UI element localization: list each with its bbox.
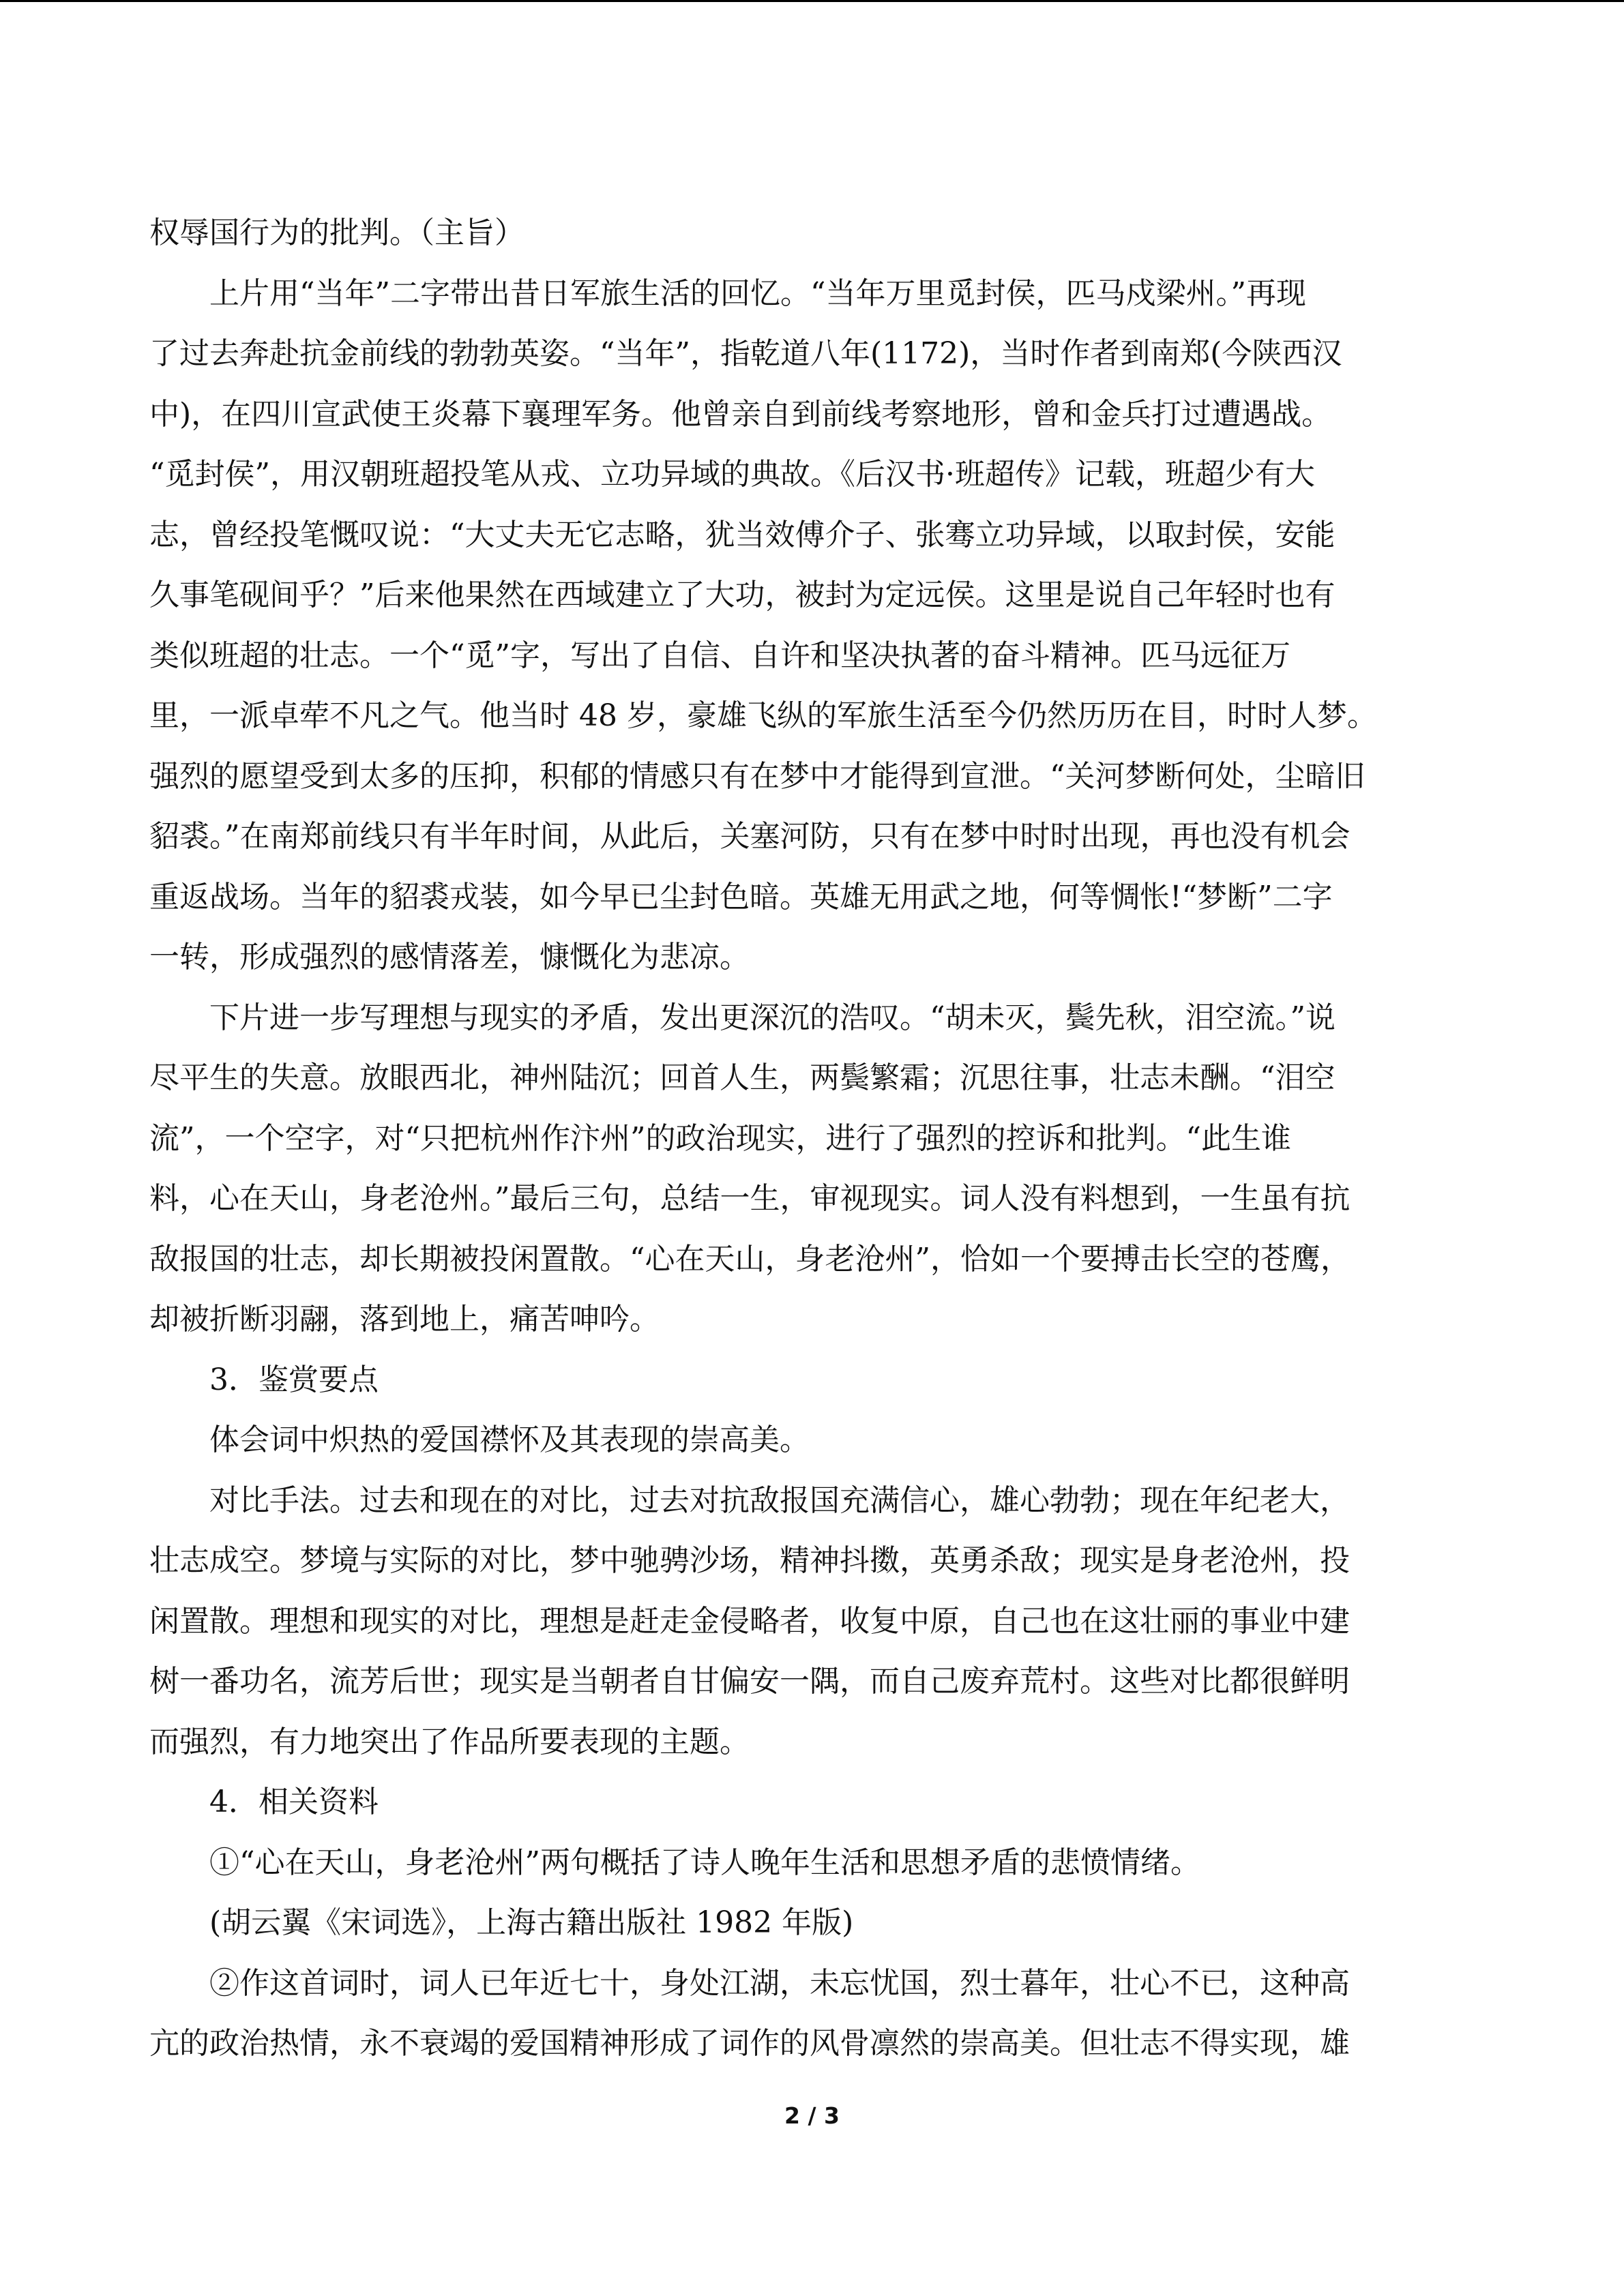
top-border-line <box>0 0 1624 2</box>
text-line: 里，一派卓荦不凡之气。他当时 48 岁，豪雄飞纵的军旅生活至今仍然历历在目，时时人梦。 <box>149 698 1377 733</box>
text-line: 却被折断羽翮，落到地上，痛苦呻吟。 <box>149 1302 660 1337</box>
text-line: 下片进一步写理想与现实的矛盾，发出更深沉的浩叹。“胡未灭，鬓先秋，泪空流。”说 <box>209 1000 1335 1035</box>
page-number: 2 / 3 <box>784 2102 840 2129</box>
section-heading: 4．相关资料 <box>209 1785 379 1819</box>
text-line: 对比手法。过去和现在的对比，过去对抗敌报国充满信心，雄心勃勃；现在年纪老大， <box>209 1482 1350 1518</box>
text-line: 权辱国行为的批判。（主旨） <box>149 215 525 250</box>
text-line: 壮志成空。梦境与实际的对比，梦中驰骋沙场，精神抖擞，英勇杀敌；现实是身老沧州，投 <box>149 1543 1350 1578</box>
text-line: 流”，一个空字，对“只把杭州作汴州”的政治现实，进行了强烈的控诉和批判。“此生谁 <box>149 1120 1291 1156</box>
text-line: 体会词中炽热的爱国襟怀及其表现的崇高美。 <box>209 1422 810 1457</box>
text-line: ②作这首词时，词人已年近七十，身处江湖，未忘忧国，烈士暮年，壮心不已，这种高 <box>209 1965 1350 2001</box>
text-line: 强烈的愿望受到太多的压抑，积郁的情感只有在梦中才能得到宣泄。“关河梦断何处，尘暗旧 <box>149 758 1365 794</box>
text-line: “觅封侯”，用汉朝班超投笔从戎、立功异域的典故。《后汉书·班超传》记载，班超少有大 <box>149 457 1315 492</box>
document-body <box>149 203 1476 2074</box>
text-line: ①“心在天山，身老沧州”两句概括了诗人晚年生活和思想矛盾的悲愤情绪。 <box>209 1845 1200 1880</box>
text-line: 上片用“当年”二字带出昔日军旅生活的回忆。“当年万里觅封侯，匹马戍梁州。”再现 <box>209 275 1306 311</box>
text-line: 敌报国的壮志，却长期被投闲置散。“心在天山，身老沧州”，恰如一个要搏击长空的苍鹰， <box>149 1241 1350 1277</box>
text-line: 貂裘。”在南郑前线只有半年时间，从此后，关塞河防，只有在梦中时时出现，再也没有机会 <box>149 819 1350 854</box>
text-line: 一转，形成强烈的感情落差，慷慨化为悲凉。 <box>149 940 750 974</box>
text-line: 亢的政治热情，永不衰竭的爱国精神形成了词作的风骨凛然的崇高美。但壮志不得实现，雄 <box>149 2026 1350 2061</box>
text-line: 尽平生的失意。放眼西北，神州陆沉；回首人生，两鬓繁霜；沉思往事，壮志未酬。“泪空 <box>149 1060 1335 1095</box>
text-line: 中)，在四川宣武使王炎幕下襄理军务。他曾亲自到前线考察地形，曾和金兵打过遭遇战。 <box>149 396 1332 432</box>
text-line: 料，心在天山，身老沧州。”最后三句，总结一生，审视现实。词人没有料想到，一生虽有抗 <box>149 1181 1350 1216</box>
text-line: 树一番功名，流芳后世；现实是当朝者自甘偏安一隅，而自己废弃荒村。这些对比都很鲜明 <box>149 1664 1350 1699</box>
text-line: 了过去奔赴抗金前线的勃勃英姿。“当年”，指乾道八年(1172)，当时作者到南郑(今陕西汉 <box>149 336 1342 371</box>
text-line: 而强烈，有力地突出了作品所要表现的主题。 <box>149 1724 750 1759</box>
text-line: 闲置散。理想和现实的对比，理想是赶走金侵略者，收复中原，自己也在这壮丽的事业中建 <box>149 1603 1350 1639</box>
text-line: 久事笔砚间乎？”后来他果然在西域建立了大功，被封为定远侯。这里是说自己年轻时也有 <box>149 578 1335 612</box>
text-line: 志，曾经投笔慨叹说：“大丈夫无它志略，犹当效傅介子、张骞立功异域，以取封侯，安能 <box>149 517 1335 552</box>
text-line: 类似班超的壮志。一个“觅”字，写出了自信、自许和坚决执著的奋斗精神。匹马远征万 <box>149 638 1290 673</box>
section-heading: 3．鉴赏要点 <box>209 1362 379 1397</box>
text-line: 重返战场。当年的貂裘戎装，如今早已尘封色暗。英雄无用武之地，何等惆怅!“梦断”二字 <box>149 879 1333 914</box>
citation-line: (胡云翼《宋词选》，上海古籍出版社 1982 年版) <box>209 1905 854 1940</box>
